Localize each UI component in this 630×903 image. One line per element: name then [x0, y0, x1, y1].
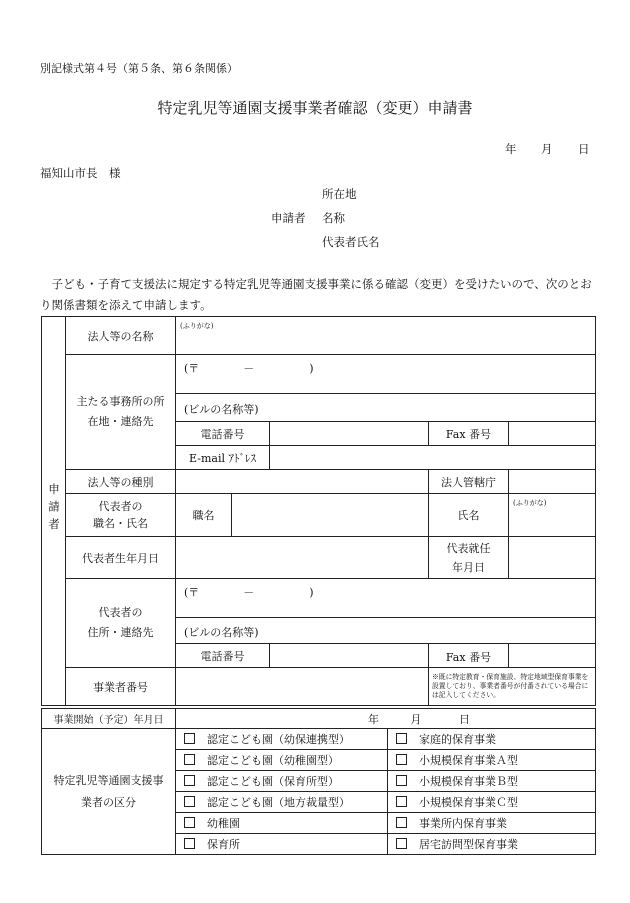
rep-appoint-line2: 年月日 [452, 560, 485, 574]
rep-appoint-field[interactable] [509, 537, 596, 579]
option-right-4-label: 事業所内保育事業 [419, 817, 507, 830]
checkbox[interactable] [184, 775, 195, 786]
page-title: 特定乳児等通園支援事業者確認（変更）申請書 [157, 99, 473, 117]
start-year-label: 年 [368, 712, 379, 726]
office-postal-field[interactable] [176, 355, 596, 394]
checkbox[interactable] [396, 733, 407, 744]
office-label-cell [66, 355, 176, 470]
building-label: (ビルの名称等) [184, 403, 259, 416]
checkbox[interactable] [184, 817, 195, 828]
option-right-0[interactable] [388, 729, 596, 750]
postal-label: (〒 － ) [184, 362, 314, 375]
option-right-5-label: 居宅訪問型保育事業 [419, 838, 518, 851]
office-phone-label: 電話番号 [176, 422, 270, 446]
category-label-line1: 特定乳児等通園支援事 [53, 773, 164, 787]
furigana2-label: (ふりがな) [513, 499, 547, 507]
option-left-2-label: 認定こども園（保育所型） [207, 775, 339, 788]
office-fax-field[interactable] [509, 422, 596, 446]
rep-birth-field[interactable] [176, 537, 429, 579]
start-day-label: 日 [459, 712, 470, 726]
rep-postal-label: (〒 － ) [184, 586, 314, 599]
rep-position-field[interactable] [232, 494, 429, 537]
applicant-side-label: 申請者 [47, 483, 61, 536]
rep-postal-field[interactable] [176, 579, 596, 618]
applicant-rep-label: 代表者氏名 [322, 235, 380, 249]
option-left-0-label: 認定こども園（幼保連携型） [207, 733, 350, 746]
office-phone-field[interactable] [270, 422, 429, 446]
option-right-0-label: 家庭的保育事業 [419, 733, 496, 746]
start-date-field[interactable] [176, 709, 596, 729]
start-date-label: 事業開始（予定）年月日 [42, 709, 176, 729]
date-month-label: 月 [541, 142, 553, 156]
form-number: 別記様式第４号（第５条、第６条関係） [40, 62, 238, 75]
business-no-field[interactable] [176, 668, 429, 706]
option-right-2[interactable] [388, 771, 596, 792]
rep-addr-label-cell [66, 579, 176, 668]
option-right-4[interactable] [388, 813, 596, 834]
rep-building-field[interactable] [176, 618, 596, 644]
checkbox[interactable] [396, 838, 407, 849]
rep-phone-label: 電話番号 [176, 644, 270, 668]
checkbox[interactable] [184, 796, 195, 807]
applicant-name-label: 名称 [322, 211, 345, 225]
option-right-3-label: 小規模保育事業Ｃ型 [419, 796, 518, 809]
business-no-note: ※既に特定教育・保育施設、特定地域型保育事業を設置しており、事業者番号が付番されている場合には記入してください。 [429, 668, 596, 706]
rep-appoint-line1: 代表就任 [446, 541, 491, 555]
business-category-table [41, 708, 596, 855]
office-email-field[interactable] [270, 446, 596, 470]
applicant-label: 申請者 [271, 211, 306, 225]
option-left-4-label: 幼稚園 [207, 817, 240, 830]
option-right-3[interactable] [388, 792, 596, 813]
checkbox[interactable] [396, 775, 407, 786]
option-right-5[interactable] [388, 834, 596, 855]
addressee: 福知山市長 様 [40, 166, 121, 180]
authority-field[interactable] [509, 470, 596, 494]
category-label-cell [42, 729, 176, 855]
corp-type-field[interactable] [176, 470, 429, 494]
rep-name-label: 氏名 [429, 494, 509, 537]
rep-addr-line1: 代表者の [98, 606, 143, 619]
rep-building-label: (ビルの名称等) [184, 626, 259, 639]
checkbox[interactable] [396, 796, 407, 807]
rep-fax-field[interactable] [509, 644, 596, 668]
rep-phone-field[interactable] [270, 644, 429, 668]
corp-name-label: 法人等の名称 [66, 317, 176, 355]
rep-name-field[interactable] [509, 494, 596, 537]
option-right-1[interactable] [388, 750, 596, 771]
authority-label: 法人管轄庁 [429, 470, 509, 494]
start-month-label: 月 [410, 712, 422, 726]
applicant-address-label: 所在地 [322, 187, 357, 201]
category-label-line2: 業者の区分 [81, 795, 136, 809]
rep-addr-line2: 住所・連絡先 [87, 626, 154, 639]
option-right-1-label: 小規模保育事業Ａ型 [419, 754, 518, 767]
option-left-5-label: 保育所 [207, 838, 240, 851]
option-left-3-label: 認定こども園（地方裁量型） [207, 796, 350, 809]
option-left-2[interactable] [176, 771, 388, 792]
office-email-label: E-mail ｱﾄﾞﾚｽ [176, 446, 270, 470]
option-left-1-label: 認定こども園（幼稚園型） [207, 754, 339, 767]
option-left-1[interactable] [176, 750, 388, 771]
option-left-3[interactable] [176, 792, 388, 813]
office-building-field[interactable] [176, 394, 596, 422]
corp-name-field[interactable] [176, 317, 596, 355]
applicant-side-cell [42, 317, 66, 706]
corp-type-label: 法人等の種別 [66, 470, 176, 494]
checkbox[interactable] [396, 817, 407, 828]
furigana-label: (ふりがな) [180, 322, 214, 330]
checkbox[interactable] [184, 838, 195, 849]
intro-text: 子ども・子育て支援法に規定する特定乳児等通園支援事業に係る確認（変更）を受けたいので、次のとおり関係書類を添えて申請します。 [40, 277, 592, 312]
checkbox[interactable] [396, 754, 407, 765]
rep-appoint-label-cell [429, 537, 509, 579]
rep-position-label: 職名 [176, 494, 232, 537]
application-form-table [41, 316, 596, 706]
option-right-2-label: 小規模保育事業Ｂ型 [419, 775, 518, 788]
date-year-label: 年 [505, 142, 517, 156]
date-day-label: 日 [578, 142, 590, 156]
option-left-0[interactable] [176, 729, 388, 750]
rep-title-line2: 職名・氏名 [93, 517, 148, 530]
office-fax-label: Fax 番号 [429, 422, 509, 446]
office-label-line2: 在地・連絡先 [87, 415, 154, 428]
office-label-line1: 主たる事務所の所 [76, 395, 165, 408]
checkbox[interactable] [184, 733, 195, 744]
rep-birth-label: 代表者生年月日 [66, 537, 176, 579]
rep-title-label-cell [66, 494, 176, 537]
rep-fax-label: Fax 番号 [429, 644, 509, 668]
option-left-4[interactable] [176, 813, 388, 834]
rep-title-line1: 代表者の [98, 500, 143, 513]
option-left-5[interactable] [176, 834, 388, 855]
business-no-label: 事業者番号 [66, 668, 176, 706]
checkbox[interactable] [184, 754, 195, 765]
